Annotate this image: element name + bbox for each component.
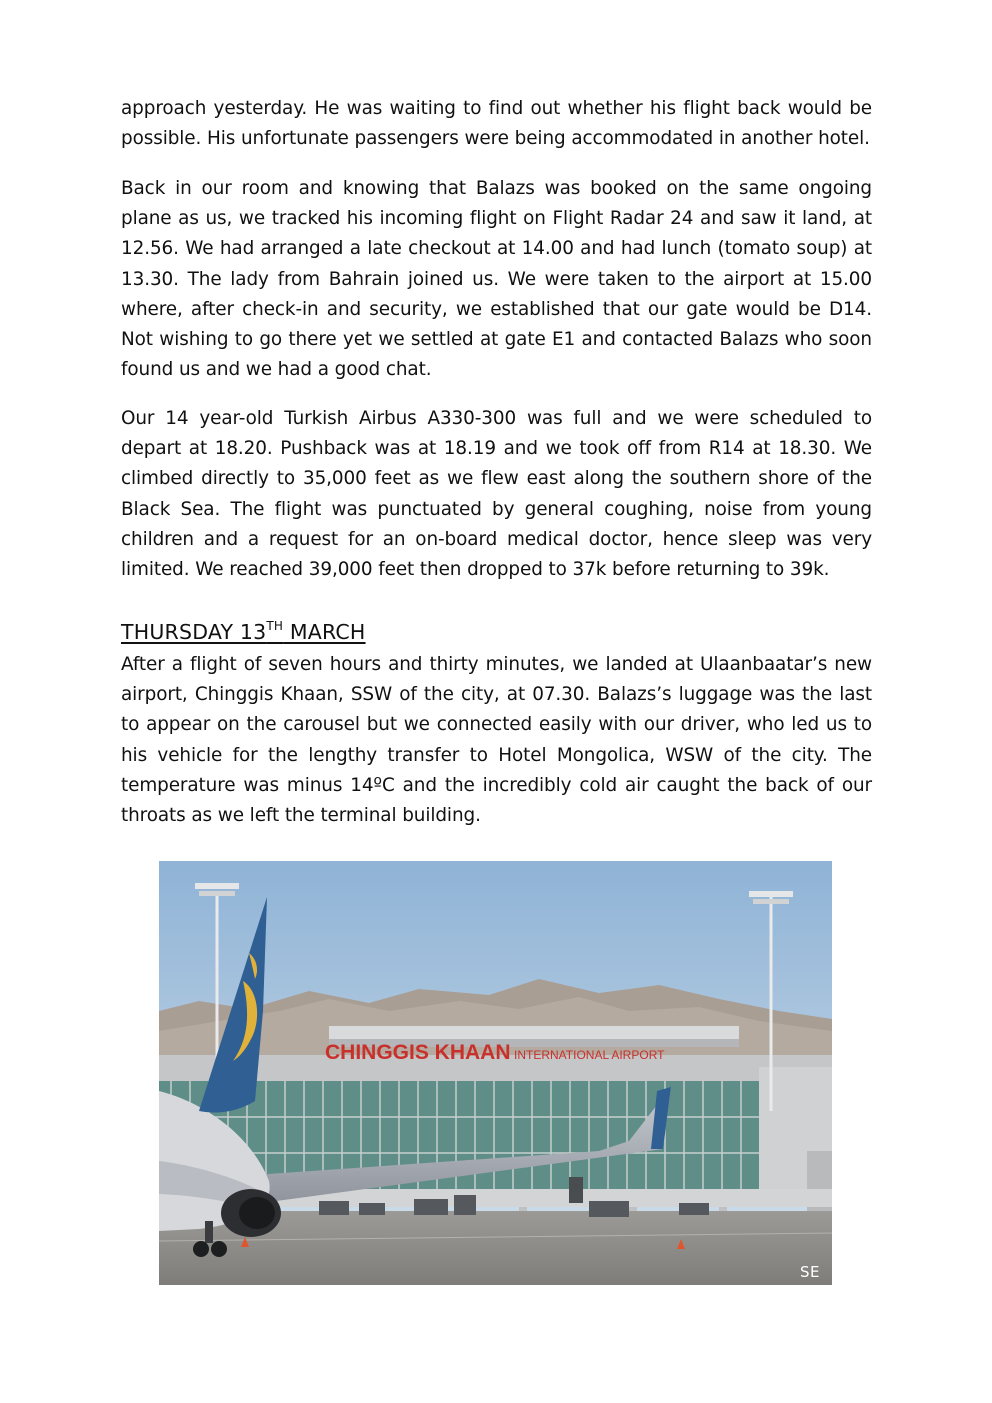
photo-credit: SE <box>800 1263 820 1281</box>
paragraph-1: approach yesterday. He was waiting to find out whether his flight back would be possible. His unfortunate passengers were being accommodated in another hotel. <box>121 98 872 150</box>
airport-sign-main: CHINGGIS KHAAN <box>325 1041 511 1064</box>
airport-sign-sub: INTERNATIONAL AIRPORT <box>514 1048 665 1062</box>
paragraph-2: Back in our room and knowing that Balazs was booked on the same ongoing plane as us, we tracked his incoming flight on Flight Radar 24 and saw it land, at 12.56. We had arranged a late checkout at 14.00 and had lunch (tomato soup) at 13.30. The lady from Bahrain joined us. We were taken to the airport at 15.00 where, after check-in and security, we established that our gate would be D14. Not wishing to go there yet we settled at gate E1 and contacted Balazs who soon found us and we had a good chat. <box>121 178 872 381</box>
paragraph-3: Our 14 year-old Turkish Airbus A330-300 was full and we were scheduled to depart at 18.20. Pushback was at 18.19 and we took off from R14 at 18.30. We climbed directly to 35,000 feet as we flew east along the southern shore of the Black Sea. The flight was punctuated by general coughing, noise from young children and a request for an on-board medical doctor, hence sleep was very limited. We reached 39,000 feet then dropped to 37k before returning to 39k. <box>121 408 872 581</box>
heading-suffix: MARCH <box>283 620 366 644</box>
heading-superscript: TH <box>266 619 284 633</box>
heading-prefix: THURSDAY 13 <box>121 620 267 644</box>
paragraph-4: After a flight of seven hours and thirty minutes, we landed at Ulaanbaatar’s new airport, Chinggis Khaan, SSW of the city, at 07.30. Balazs’s luggage was the last to appear on the carousel but we connected easily with our driver, who led us to his vehicle for the lengthy transfer to Hotel Mongolica, WSW of the city. The temperature was minus 14ºC and the incredibly cold air caught the back of our throats as we left the terminal building. <box>121 654 872 827</box>
airport-photo <box>159 861 832 1285</box>
section-heading <box>121 617 366 647</box>
